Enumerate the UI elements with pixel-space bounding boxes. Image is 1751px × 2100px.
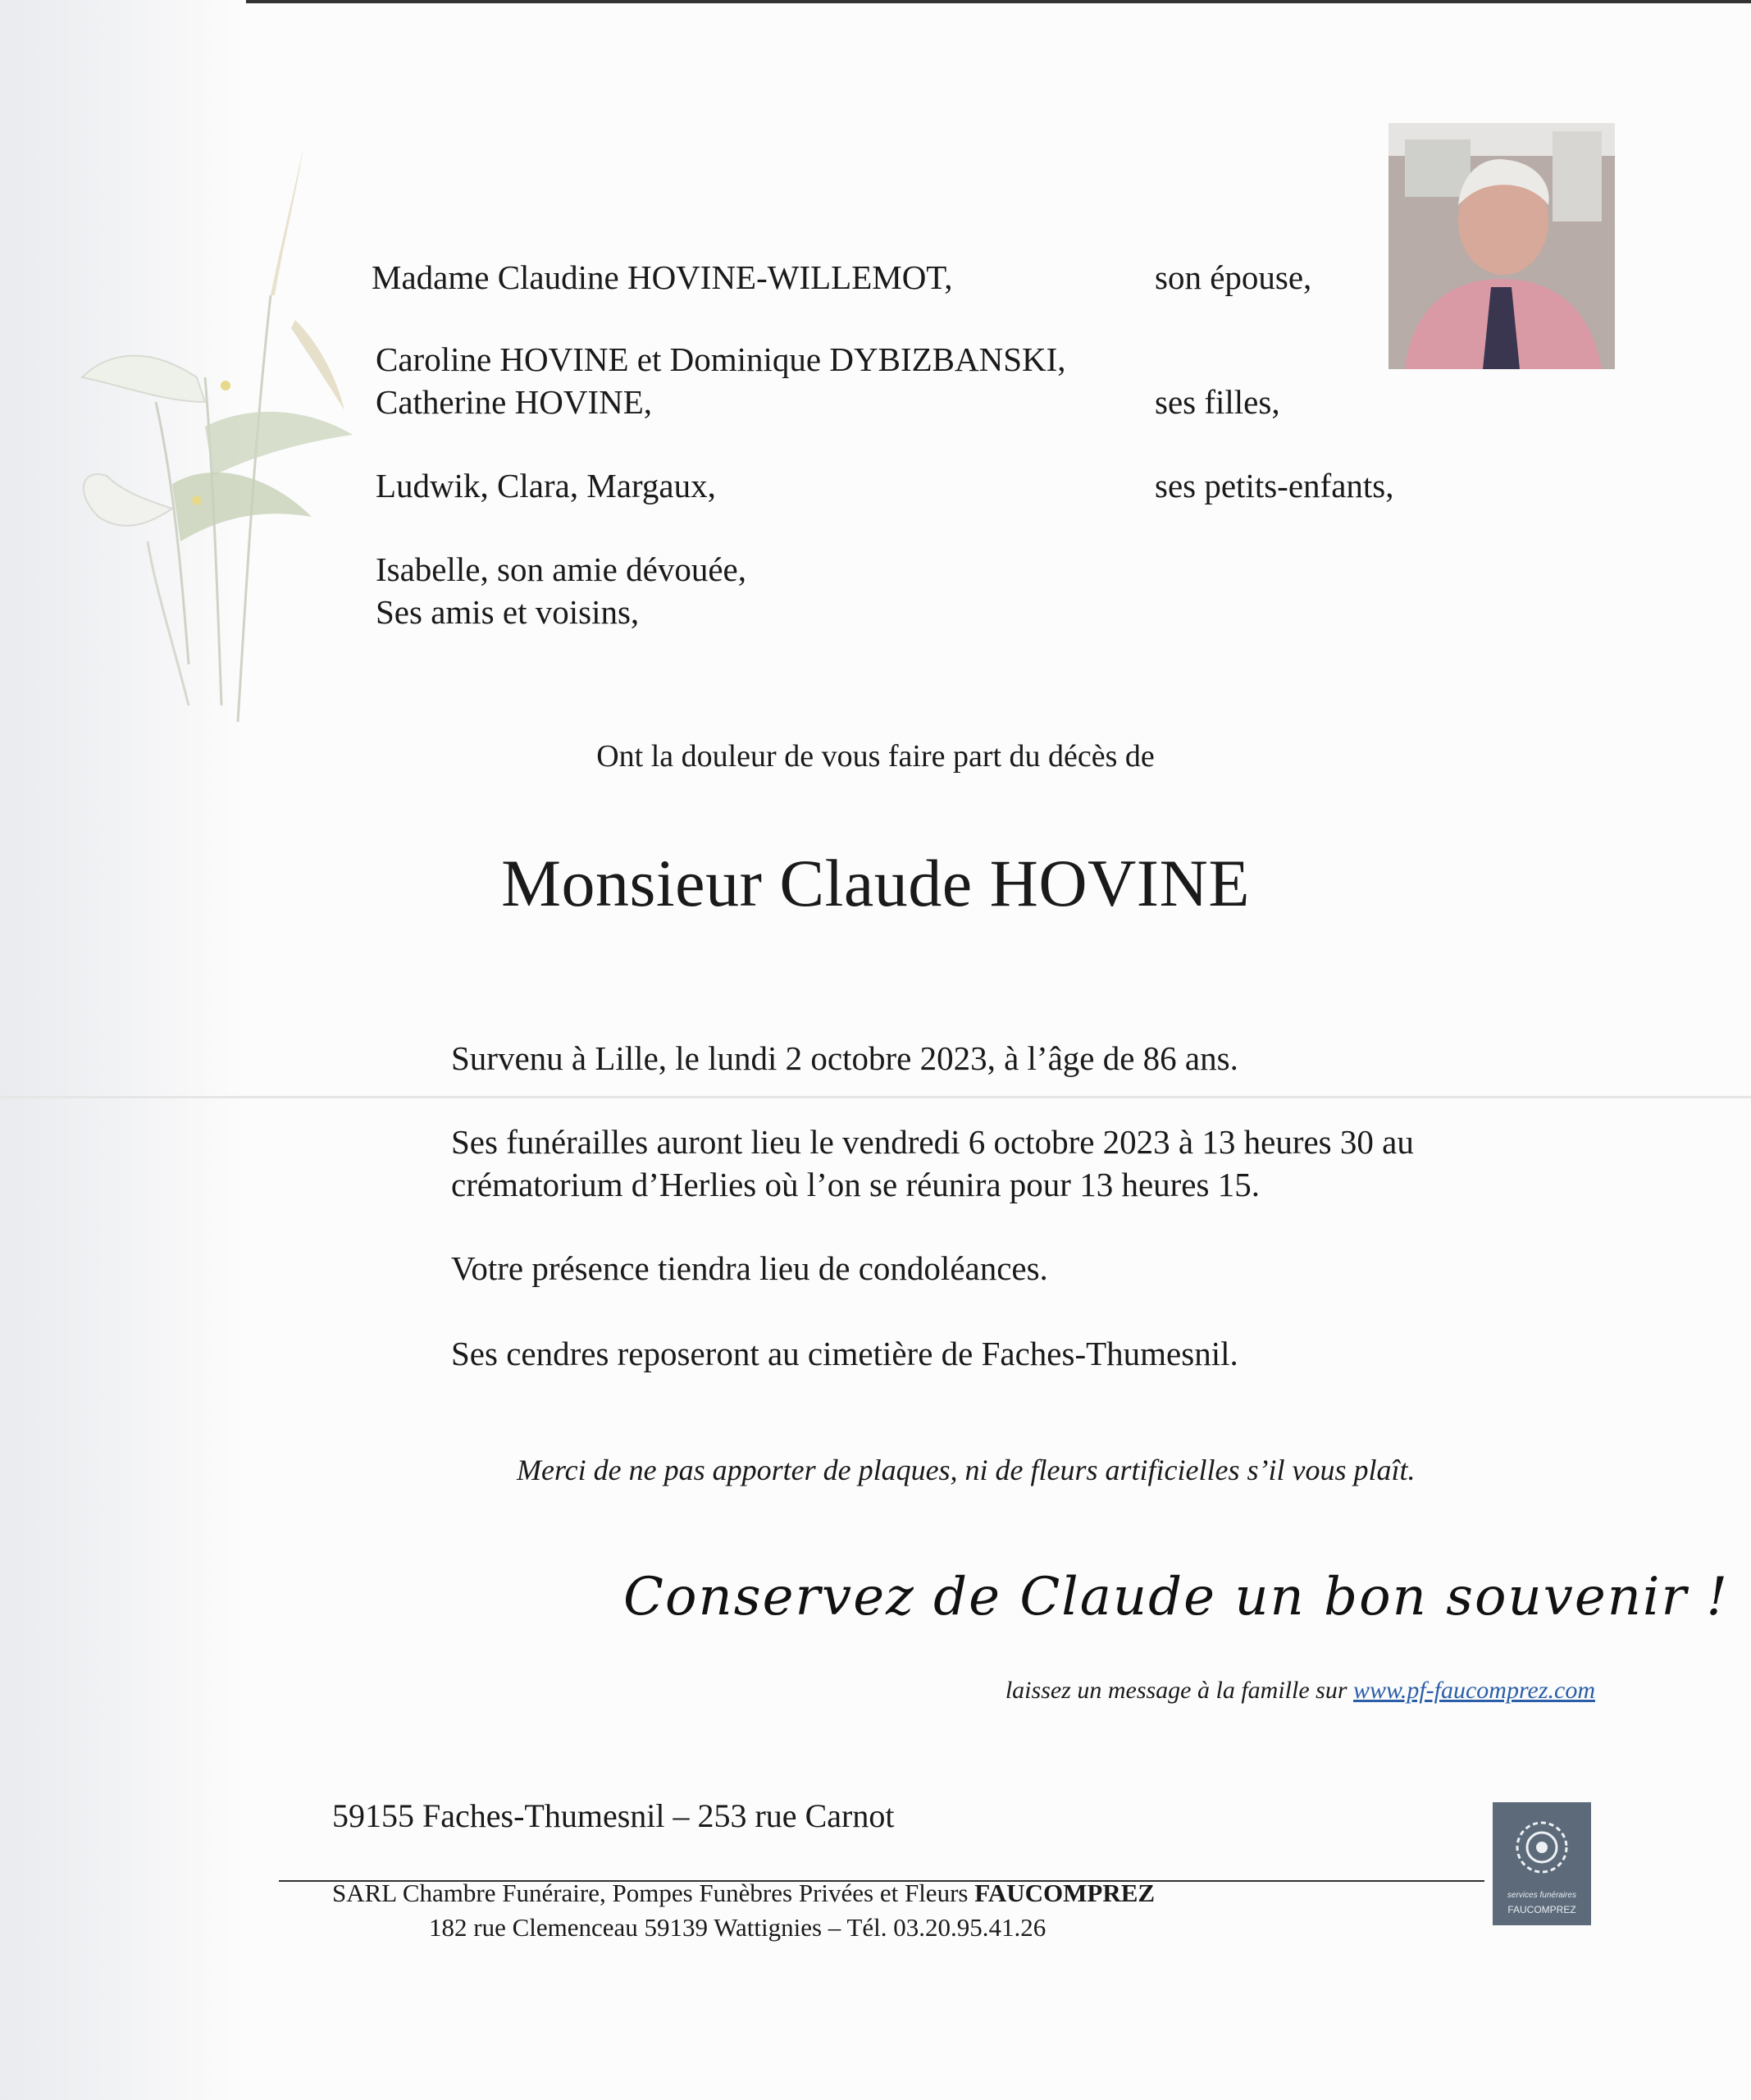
keepsake-message: Conservez de Claude un bon souvenir ! [623,1567,1730,1628]
family-friend: Isabelle, son amie dévouée, [376,550,746,588]
condolences-note: Votre présence tiendra lieu de condoléances. [451,1249,1048,1287]
company-brand: FAUCOMPREZ [974,1879,1156,1907]
logo-tagline: services funéraires [1507,1891,1576,1900]
fold-line [0,1096,1751,1098]
announcement-intro: Ont la douleur de vous faire part du décès de [596,739,1155,774]
portrait-photo [1388,123,1615,369]
top-border-line [0,0,1751,3]
family-daughters-relation: ses filles, [1155,383,1280,421]
family-spouse-name: Madame Claudine HOVINE-WILLEMOT, [372,258,953,296]
deceased-name: Monsieur Claude HOVINE [501,846,1250,920]
website-prefix: laissez un message à la famille sur [1005,1677,1354,1704]
family-friends-neighbours: Ses amis et voisins, [376,593,640,631]
company-description: SARL Chambre Funéraire, Pompes Funèbres Privées et Fleurs [332,1879,975,1907]
company-line-1 [332,1879,1155,1908]
logo-brand: FAUCOMPREZ [1507,1904,1576,1915]
funeral-details-line-1: Ses funérailles auront lieu le vendredi 6 octobre 2023 à 13 heures 30 au [451,1123,1414,1161]
address-line: 59155 Faches-Thumesnil – 253 rue Carnot [332,1797,895,1834]
family-grandchildren-relation: ses petits-enfants, [1155,467,1394,504]
family-grandchildren: Ludwik, Clara, Margaux, [376,467,716,504]
family-daughter-1: Caroline HOVINE et Dominique DYBIZBANSKI, [376,340,1066,378]
death-details: Survenu à Lille, le lundi 2 octobre 2023, à l’âge de 86 ans. [451,1039,1238,1077]
flowers-request: Merci de ne pas apporter de plaques, ni de fleurs artificielles s’il vous plaît. [517,1454,1416,1486]
lily-flower-illustration [49,131,377,755]
ashes-note: Ses cendres reposeront au cimetière de Faches-Thumesnil. [451,1335,1238,1372]
family-spouse-relation: son épouse, [1155,258,1312,296]
company-line-2: 182 rue Clemenceau 59139 Wattignies – Tél. 03.20.95.41.26 [429,1913,1046,1942]
flower-emblem-icon [1493,1802,1591,1892]
funeral-details-line-2: crématorium d’Herlies où l’on se réunira pour 13 heures 15. [451,1166,1260,1203]
family-daughter-2: Catherine HOVINE, [376,383,653,421]
website-link[interactable]: www.pf-faucomprez.com [1353,1677,1595,1704]
company-logo [1493,1802,1591,1925]
website-note [1005,1677,1595,1705]
